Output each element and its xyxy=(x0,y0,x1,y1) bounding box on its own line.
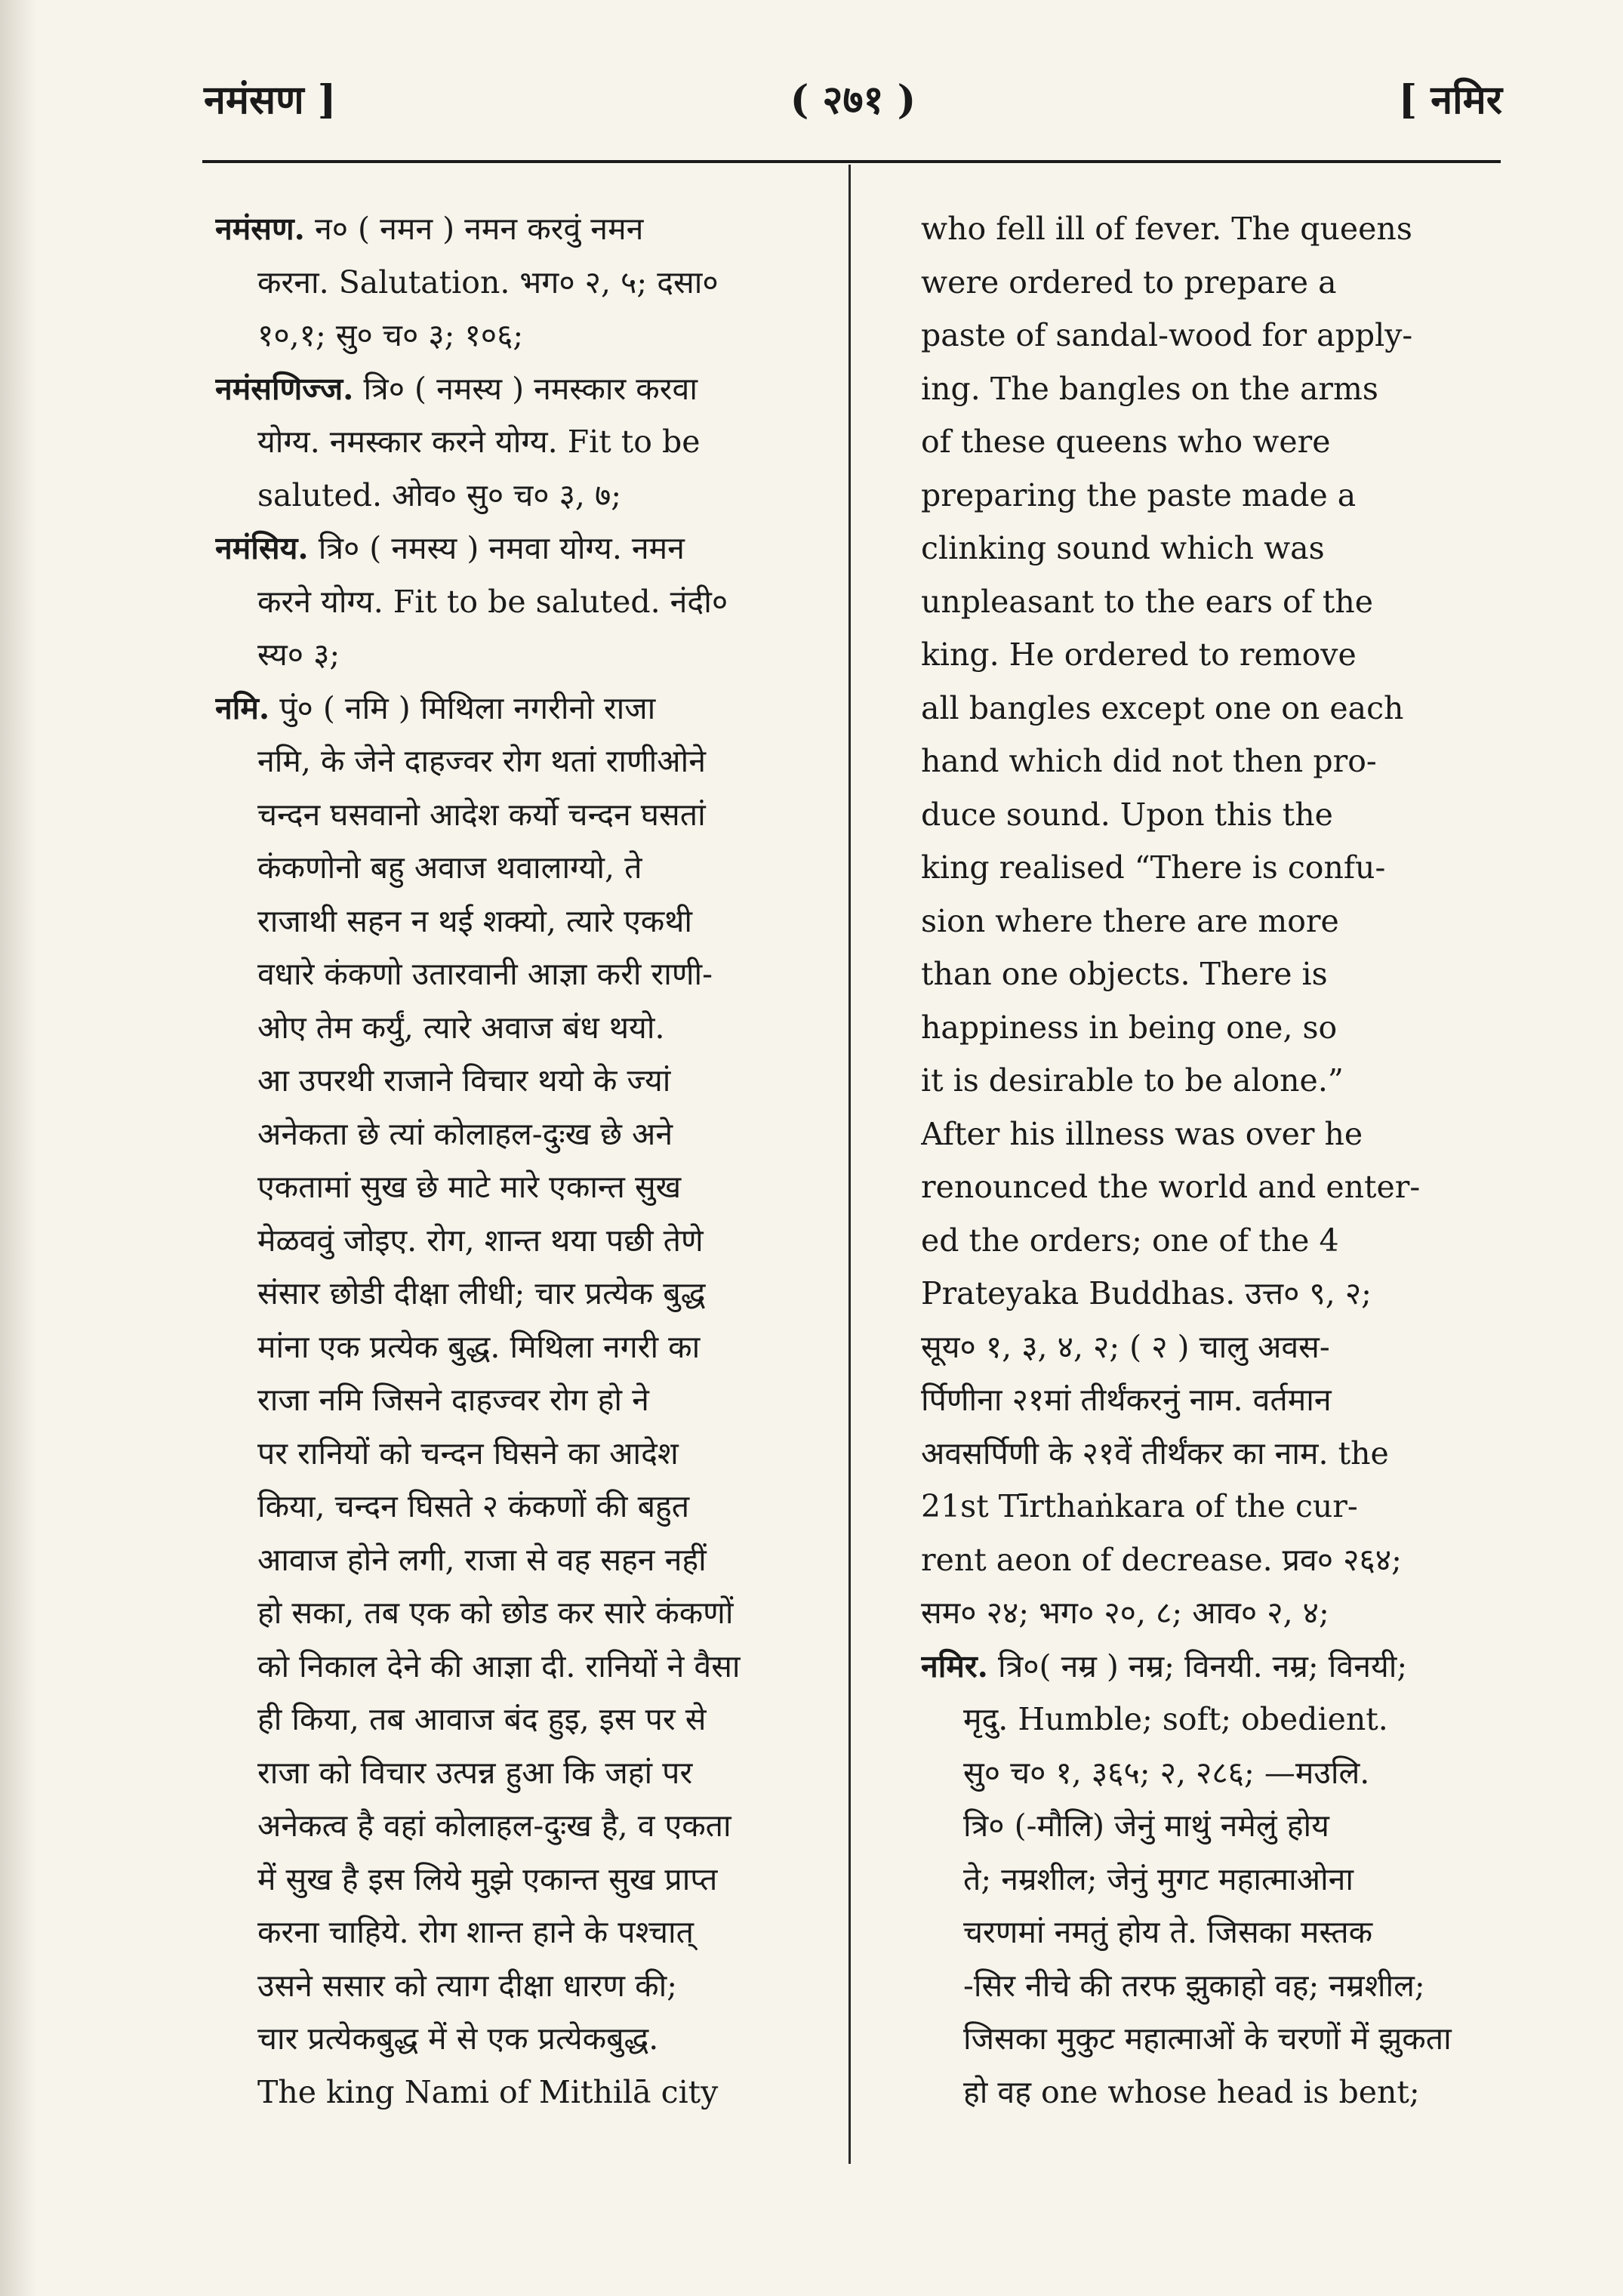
header-right-guideword: [ नमिर xyxy=(1398,77,1502,123)
entry-text: हो सका, तब एक को छोड कर सारे कंकणों xyxy=(257,1595,734,1631)
entry-text: than one objects. There is xyxy=(921,956,1328,992)
entry-line xyxy=(921,1373,1495,1427)
entry-line xyxy=(921,256,1495,310)
entry-text: Prateyaka Buddhas. उत्त० ९, २; xyxy=(921,1275,1372,1311)
dictionary-entry xyxy=(921,202,1495,1640)
entry-line xyxy=(921,735,1495,788)
entry-text: मांना एक प्रत्येक बुद्ध. मिथिला नगरी का xyxy=(257,1328,701,1365)
headword: नमंसिय. xyxy=(215,530,309,566)
entry-text: कंकणोनो बहु अवाज थवालाग्यो, ते xyxy=(257,849,642,886)
entry-text: चरणमां नमतुं होय ते. जिसका मस्तक xyxy=(963,1914,1373,1950)
entry-text: एकतामां सुख छे माटे मारे एकान्त सुख xyxy=(257,1169,682,1205)
entry-line xyxy=(215,415,827,469)
column-divider xyxy=(848,165,851,2164)
entry-text: -सिर नीचे की तरफ झुकाहो वह; नम्रशील; xyxy=(963,1967,1425,2004)
entry-text: स्य० ३; xyxy=(257,636,340,673)
entry-line xyxy=(921,1799,1495,1853)
header-left-guideword: नमंसण ] xyxy=(204,77,337,123)
running-head xyxy=(204,72,1502,132)
entry-text: who fell ill of fever. The queens xyxy=(921,211,1412,247)
entry-text: मेळववुं जोइए. रोग, शान्त थया पछी तेणे xyxy=(257,1222,704,1259)
dictionary-entry xyxy=(921,1640,1495,2119)
entry-text: को निकाल देने की आज्ञा दी. रानियों ने वैसा xyxy=(257,1647,741,1684)
entry-line xyxy=(215,1533,827,1587)
entry-text: योग्य. नमस्कार करने योग्य. Fit to be xyxy=(257,424,701,460)
entry-line xyxy=(215,895,827,948)
entry-line xyxy=(215,788,827,842)
entry-line xyxy=(215,2066,827,2119)
entry-line xyxy=(921,1160,1495,1214)
entry-text: happiness in being one, so xyxy=(921,1009,1338,1046)
entry-text: unpleasant to the ears of the xyxy=(921,583,1374,620)
entry-text: चन्दन घसवानो आदेश कर्यो चन्दन घसतां xyxy=(257,796,706,833)
entry-text: paste of sandal-wood for apply- xyxy=(921,317,1413,353)
entry-text: १०,१; सु० च० ३; १०६; xyxy=(257,317,524,353)
entry-text: all bangles except one on each xyxy=(921,689,1404,726)
entry-text: आ उपरथी राजाने विचार थयो के ज्यां xyxy=(257,1062,671,1099)
entry-line xyxy=(921,202,1495,256)
entry-line xyxy=(921,1906,1495,1959)
entry-text: ing. The bangles on the arms xyxy=(921,370,1378,407)
headword: नमिर. xyxy=(921,1647,988,1684)
entry-line xyxy=(215,1160,827,1214)
entry-line xyxy=(921,2012,1495,2066)
entry-text: ओए तेम कर्युं, त्यारे अवाज बंध थयो. xyxy=(257,1009,665,1046)
entry-line xyxy=(215,682,827,735)
entry-text: र्पिणीना २१मां तीर्थंकरनुं नाम. वर्तमान xyxy=(921,1382,1332,1418)
entry-line xyxy=(215,628,827,682)
entry-text: clinking sound which was xyxy=(921,530,1325,566)
entry-line xyxy=(215,2012,827,2066)
entry-line xyxy=(921,895,1495,948)
entry-line xyxy=(215,1853,827,1906)
entry-line xyxy=(921,1586,1495,1640)
entry-line xyxy=(921,1640,1495,1693)
headword: नमि. xyxy=(215,689,270,726)
entry-text: वधारे कंकणो उतारवानी आज्ञा करी राणी- xyxy=(257,956,713,992)
entry-line xyxy=(921,628,1495,682)
dictionary-entry xyxy=(215,362,827,522)
entry-line xyxy=(215,1108,827,1161)
entry-line xyxy=(921,575,1495,629)
entry-line xyxy=(921,1001,1495,1055)
entry-text: preparing the paste made a xyxy=(921,476,1357,513)
entry-line xyxy=(215,362,827,416)
entry-text: duce sound. Upon this the xyxy=(921,796,1333,833)
entry-text: सूय० १, ३, ४, २; ( २ ) चालु अवस- xyxy=(921,1328,1330,1365)
entry-text: त्रि० ( नमस्य ) नमवा योग्य. नमन xyxy=(308,530,685,566)
entry-line xyxy=(921,1853,1495,1906)
entry-line xyxy=(921,1480,1495,1533)
entry-line xyxy=(921,309,1495,362)
entry-line xyxy=(215,469,827,522)
entry-line xyxy=(921,1214,1495,1268)
left-column xyxy=(215,202,827,2119)
entry-line xyxy=(215,1373,827,1427)
entry-line xyxy=(921,1693,1495,1746)
entry-line xyxy=(215,1586,827,1640)
entry-line xyxy=(921,1427,1495,1481)
entry-text: करना. Salutation. भग० २, ५; दसा० xyxy=(257,264,719,300)
entry-text: मृदु. Humble; soft; obedient. xyxy=(963,1701,1388,1737)
entry-text: saluted. ओव० सु० च० ३, ७; xyxy=(257,476,622,513)
entry-line xyxy=(215,1746,827,1800)
entry-text: जिसका मुकुट महात्माओं के चरणों में झुकता xyxy=(963,2020,1452,2057)
entry-line xyxy=(921,1746,1495,1800)
entry-line xyxy=(921,2066,1495,2119)
entry-line xyxy=(215,1693,827,1746)
entry-text: आवाज होने लगी, राजा से वह सहन नहीं xyxy=(257,1541,707,1578)
entry-text: 21st Tīrthaṅkara of the cur- xyxy=(921,1488,1358,1524)
entry-line xyxy=(921,1533,1495,1587)
entry-line xyxy=(921,1054,1495,1108)
entry-text: न० ( नमन ) नमन करवुं नमन xyxy=(304,211,644,247)
entry-line xyxy=(921,1108,1495,1161)
entry-text: करने योग्य. Fit to be saluted. नंदी० xyxy=(257,583,728,620)
entry-text: पुं० ( नमि ) मिथिला नगरीनो राजा xyxy=(269,689,656,726)
entry-text: ही किया, तब आवाज बंद हुइ, इस पर से xyxy=(257,1701,707,1737)
entry-line xyxy=(215,1640,827,1693)
entry-text: त्रि० ( नमस्य ) नमस्कार करवा xyxy=(353,370,698,407)
entry-line xyxy=(215,202,827,256)
entry-line xyxy=(921,469,1495,522)
entry-text: उसने ससार को त्याग दीक्षा धारण की; xyxy=(257,1967,678,2004)
entry-line xyxy=(215,735,827,788)
entry-text: में सुख है इस लिये मुझे एकान्त सुख प्राप्त xyxy=(257,1860,718,1897)
entry-text: राजा नमि जिसने दाहज्वर रोग हो ने xyxy=(257,1382,649,1418)
entry-line xyxy=(921,415,1495,469)
scan-edge xyxy=(0,0,36,2296)
entry-text: राजा को विचार उत्पन्न हुआ कि जहां पर xyxy=(257,1754,693,1791)
entry-text: king. He ordered to remove xyxy=(921,636,1357,673)
entry-text: After his illness was over he xyxy=(921,1115,1363,1152)
entry-line xyxy=(215,1054,827,1108)
entry-text: संसार छोडी दीक्षा लीधी; चार प्रत्येक बुद्ध xyxy=(257,1275,706,1311)
header-rule xyxy=(202,160,1501,163)
entry-text: renounced the world and enter- xyxy=(921,1169,1421,1205)
entry-line xyxy=(921,1267,1495,1321)
entry-text: were ordered to prepare a xyxy=(921,264,1337,300)
right-column xyxy=(921,202,1495,2119)
entry-line xyxy=(215,948,827,1001)
page-number: ( २७१ ) xyxy=(790,77,916,123)
entry-text: of these queens who were xyxy=(921,424,1331,460)
entry-line xyxy=(215,309,827,362)
entry-text: पर रानियों को चन्दन घिसने का आदेश xyxy=(257,1435,679,1472)
headword: नमंसण. xyxy=(215,211,305,247)
entry-line xyxy=(215,1321,827,1374)
entry-text: राजाथी सहन न थई शक्यो, त्यारे एकथी xyxy=(257,902,693,939)
entry-text: ते; नम्रशील; जेनुं मुगट महात्माओना xyxy=(963,1860,1354,1897)
entry-text: king realised “There is confu- xyxy=(921,849,1386,886)
entry-text: चार प्रत्येकबुद्ध में से एक प्रत्येकबुद्ध. xyxy=(257,2020,659,2057)
entry-text: अनेकता छे त्यां कोलाहल-दुःख छे अने xyxy=(257,1115,673,1152)
entry-text: करना चाहिये. रोग शान्त हाने के पश्चात् xyxy=(257,1914,694,1950)
entry-line xyxy=(215,1001,827,1055)
entry-text: rent aeon of decrease. प्रव० २६४; xyxy=(921,1541,1402,1578)
entry-text: नमि, के जेने दाहज्वर रोग थतां राणीओने xyxy=(257,743,706,779)
entry-line xyxy=(215,841,827,895)
entry-text: The king Nami of Mithilā city xyxy=(257,2073,719,2110)
entry-text: हो वह one whose head is bent; xyxy=(963,2073,1420,2110)
entry-text: sion where there are more xyxy=(921,902,1339,939)
entry-text: त्रि०( नम्र ) नम्र; विनयी. नम्र; विनयी; xyxy=(987,1647,1408,1684)
entry-text: सु० च० १, ३६५; २, २८६; —मउलि. xyxy=(963,1754,1370,1791)
entry-line xyxy=(215,522,827,575)
entry-line xyxy=(921,1959,1495,2013)
entry-line xyxy=(215,1906,827,1959)
entry-line xyxy=(921,362,1495,416)
dictionary-entry xyxy=(215,522,827,682)
entry-text: it is desirable to be alone.” xyxy=(921,1062,1344,1099)
entry-line xyxy=(215,575,827,629)
entry-text: अवसर्पिणी के २१वें तीर्थंकर का नाम. the xyxy=(921,1435,1389,1472)
entry-text: hand which did not then pro- xyxy=(921,743,1377,779)
entry-text: अनेकत्व है वहां कोलाहल-दुःख है, व एकता xyxy=(257,1808,731,1844)
dictionary-entry xyxy=(215,682,827,2119)
entry-line xyxy=(215,1959,827,2013)
entry-line xyxy=(921,948,1495,1001)
entry-line xyxy=(921,522,1495,575)
entry-text: किया, चन्दन घिसते २ कंकणों की बहुत xyxy=(257,1488,690,1524)
entry-text: त्रि० (-मौलि) जेनुं माथुं नमेलुं होय xyxy=(963,1808,1329,1844)
entry-line xyxy=(921,1321,1495,1374)
entry-line xyxy=(215,1480,827,1533)
entry-line xyxy=(921,788,1495,842)
entry-text: सम० २४; भग० २०, ८; आव० २, ४; xyxy=(921,1595,1329,1631)
dictionary-entry xyxy=(215,202,827,362)
entry-line xyxy=(215,1267,827,1321)
entry-line xyxy=(215,1799,827,1853)
entry-line xyxy=(215,1427,827,1481)
entry-line xyxy=(215,256,827,310)
entry-line xyxy=(215,1214,827,1268)
entry-line xyxy=(921,682,1495,735)
headword: नमंसणिज्ज. xyxy=(215,370,354,407)
entry-line xyxy=(921,841,1495,895)
entry-text: ed the orders; one of the 4 xyxy=(921,1222,1339,1259)
